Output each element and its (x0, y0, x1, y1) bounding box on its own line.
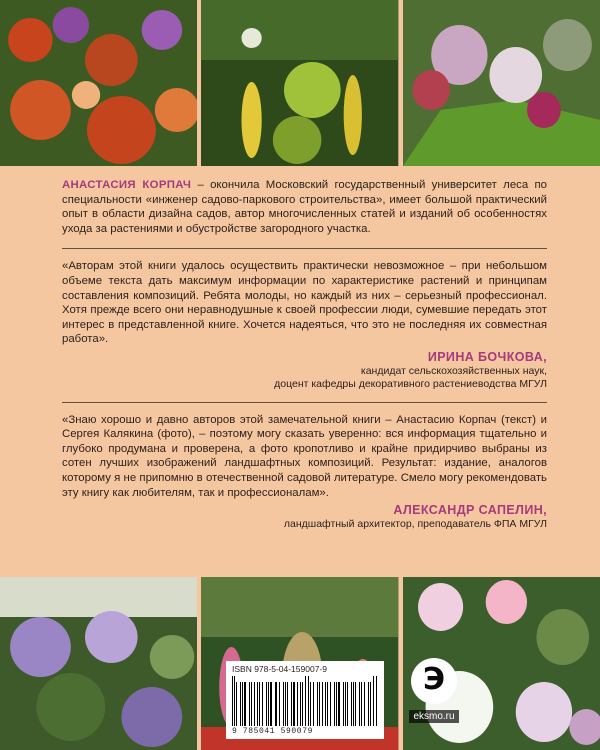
barcode-bar (249, 682, 250, 726)
divider (62, 248, 547, 249)
barcode-bar (232, 676, 233, 726)
barcode-bar (322, 682, 323, 726)
logo-letter: Э (422, 662, 446, 697)
barcode-bar (325, 682, 326, 726)
review-signature-1 (62, 350, 547, 392)
barcode-bar (310, 682, 311, 726)
barcode-bar (355, 682, 356, 726)
review-quote-2: «Знаю хорошо и давно авторов этой замечательной книги – Анастасию Корпач (текст) и Сергея Калякина (фото), – поэтому могу сказать уверенно: вся информация тщательно и глубоко продумана и проверена, а фото кропотливо и крайне придирчиво выбраны из сотен лучших изображений ландшафтных композиций. Результат: издание, аналогов которому я не припомню в отечественной садовой литературе. Смело могу рекомендовать эту книгу как любителям, так и профессионалам». (62, 413, 547, 499)
photo-lupines (201, 0, 398, 166)
reviewer-name-1: ИРИНА БОЧКОВА, (427, 349, 547, 364)
barcode-bar (266, 682, 267, 726)
top-photo-strip (0, 0, 600, 166)
barcode-bar (244, 682, 246, 726)
barcode-bar (257, 682, 258, 726)
barcode-bar (338, 682, 340, 726)
barcode-bar (275, 682, 276, 726)
barcode-bar (300, 682, 301, 726)
reviewer-role-1a: кандидат сельскохозяйственных наук, (360, 364, 547, 377)
barcode-bar (353, 682, 354, 726)
barcode-bar (276, 682, 277, 726)
review-signature-2 (62, 503, 547, 531)
review-quote-1: «Авторам этой книги удалось осуществить практически невозможное – при небольшом объеме текста дать максимум информации по характеристике растений и принципам составления композиций. Ребята молоды, но каждый из них – серьезный профессионал. Хотя прежде всего они неравнодушные к своей профессии люди, сумевшие передать этот интерес в представленной книге. Хочется надеяться, что это не последняя их совместная работа». (62, 260, 547, 346)
barcode-bar (368, 682, 369, 726)
barcode-bar (262, 682, 263, 726)
barcode-bar (319, 682, 320, 726)
barcode-bar (287, 682, 288, 726)
photo-garden-path (403, 0, 600, 166)
publisher-site: eksmo.ru (409, 710, 458, 723)
barcode-bar (283, 682, 284, 726)
divider (62, 402, 547, 403)
barcode-bar (361, 682, 362, 726)
barcode-bar (317, 682, 319, 726)
back-cover-text (62, 178, 547, 531)
barcode-bar (279, 682, 280, 726)
barcode-bar (268, 682, 269, 726)
photo-grasses (0, 577, 197, 750)
author-bio-text: – окончила Московский государственный университет леса по специальности «инженер садово-паркового строительства», имеет большой практический опыт в области дизайна садов, автор многочисленных статей и изданий об особенностях ухода за растениями и обустройстве загородного участка. (62, 179, 547, 235)
barcode-bar (302, 682, 303, 726)
author-bio (62, 178, 547, 236)
barcode-bar (370, 682, 371, 726)
barcode-bar (236, 682, 237, 726)
barcode-bar (291, 682, 292, 726)
barcode-bar (336, 682, 337, 726)
barcode-bar (364, 682, 366, 726)
barcode-bar (240, 682, 241, 726)
barcode-bar (251, 682, 252, 726)
barcode-bar (351, 682, 352, 726)
barcode-bar (343, 682, 344, 726)
barcode-bar (297, 682, 298, 726)
isbn-number: ISBN 978-5-04-159007-9 (232, 664, 327, 674)
barcode-bar (334, 682, 335, 726)
barcode-bar (347, 682, 348, 726)
reviewer-name-2: АЛЕКСАНДР САПЕЛИН, (393, 503, 547, 518)
barcode-bar (345, 682, 346, 726)
barcode-bar (285, 682, 286, 726)
barcode-bar (254, 682, 255, 726)
barcode-bar (234, 676, 235, 726)
barcode-bar (376, 676, 377, 726)
barcode-bar (242, 682, 243, 726)
reviewer-role-2: ландшафтный архитектор, преподаватель ФПА МГУЛ (283, 517, 547, 530)
publisher-block (398, 658, 470, 740)
barcode-bar (293, 682, 295, 726)
barcode-bar (270, 682, 272, 726)
barcode-bar (305, 676, 306, 726)
barcode-digits: 9 785041 590079 (232, 727, 314, 736)
reviewer-role-1b: доцент кафедры декоративного растениеводства МГУЛ (274, 378, 547, 391)
isbn-barcode (226, 661, 384, 739)
barcode-bar (359, 682, 360, 726)
barcode-bar (259, 682, 260, 726)
photo-orange-flowers (0, 0, 197, 166)
eksmo-logo-icon (411, 658, 457, 704)
barcode-bar (308, 676, 309, 726)
barcode-bars (232, 676, 378, 726)
barcode-bar (330, 682, 331, 726)
barcode-bar (327, 682, 328, 726)
barcode-bar (313, 682, 314, 726)
author-name: АНАСТАСИЯ КОРПАЧ (62, 179, 192, 191)
barcode-bar (373, 676, 374, 726)
